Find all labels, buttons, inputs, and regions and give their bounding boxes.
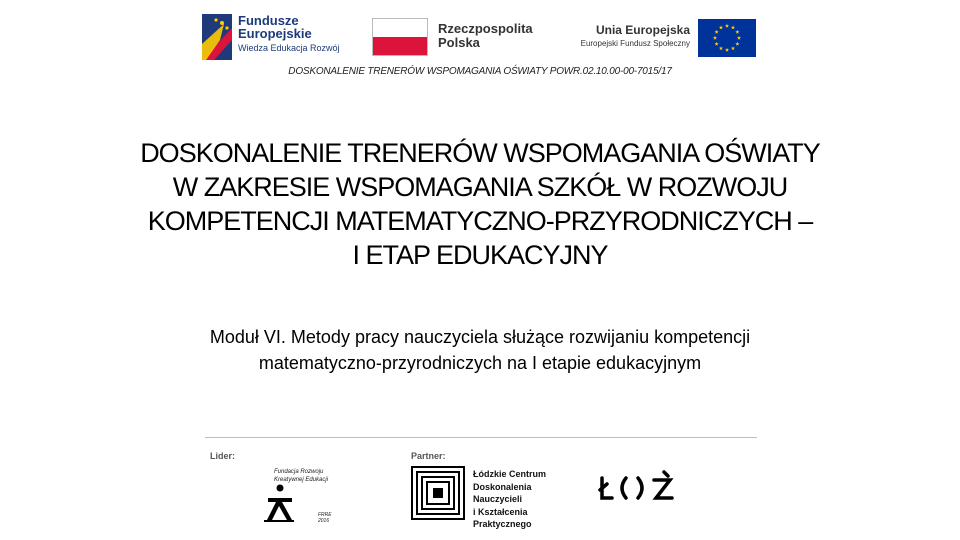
title-line-3: KOMPETENCJI MATEMATYCZNO-PRZYRODNICZYCH – bbox=[147, 206, 813, 236]
subtitle-line-2: matematyczno-przyrodniczych na I etapie edukacyjnym bbox=[258, 353, 702, 373]
rzeczpospolita-line1: Rzeczpospolita bbox=[438, 21, 533, 36]
fundusze-europejskie-logo bbox=[200, 12, 360, 64]
logo-bar bbox=[200, 12, 760, 64]
fundacja-line2: Kreatywnej Edukacji bbox=[274, 477, 329, 483]
ldc-line1: Łódzkie Centrum bbox=[473, 469, 547, 479]
lodz-city-logo-icon bbox=[598, 470, 678, 506]
unia-sub: Europejski Fundusz Społeczny bbox=[580, 39, 690, 48]
fundusze-line2: Europejskie bbox=[238, 26, 312, 41]
rzeczpospolita-line2: Polska bbox=[438, 35, 480, 50]
eu-flag-icon bbox=[698, 19, 756, 57]
fundusze-line1: Fundusze bbox=[238, 13, 299, 28]
main-title bbox=[80, 136, 880, 272]
lider-label: Lider: bbox=[210, 451, 236, 461]
lodzkie-centrum-logo bbox=[411, 466, 571, 529]
partner-label: Partner: bbox=[411, 451, 446, 461]
unia-line1: Unia Europejska bbox=[595, 23, 690, 37]
subtitle-line-1: Moduł VI. Metody pracy nauczyciela służące rozwijaniu kompetencji bbox=[209, 327, 751, 347]
ldc-line3: i Kształcenia Praktycznego bbox=[473, 506, 532, 529]
ldc-line2: Doskonalenia Nauczycieli bbox=[473, 481, 532, 504]
fundacja-logo bbox=[262, 464, 342, 522]
fundacja-text bbox=[274, 468, 328, 484]
project-line: DOSKONALENIE TRENERÓW WSPOMAGANIA OŚWIATY POWR.02.10.00-00-7015/17 bbox=[288, 66, 672, 77]
fundusze-sub: Wiedza Edukacja Rozwój bbox=[238, 43, 340, 53]
concentric-squares-icon bbox=[411, 466, 465, 520]
running-figure-icon bbox=[262, 484, 298, 522]
fundusze-europejskie-mark-icon bbox=[202, 14, 232, 60]
title-line-1: DOSKONALENIE TRENERÓW WSPOMAGANIA OŚWIATY bbox=[140, 138, 820, 168]
title-line-4: I ETAP EDUKACYJNY bbox=[352, 240, 608, 270]
subtitle bbox=[80, 324, 880, 376]
fundacja-small: FRRE 2016 bbox=[318, 512, 332, 524]
fundacja-line1: Fundacja Rozwoju bbox=[274, 469, 324, 475]
unia-europejska-text bbox=[568, 24, 690, 50]
rzeczpospolita-polska-logo bbox=[372, 16, 542, 60]
footer-divider bbox=[205, 437, 757, 438]
lodzkie-centrum-text bbox=[473, 468, 571, 531]
fundusze-europejskie-text bbox=[238, 14, 340, 55]
polish-flag-icon bbox=[372, 18, 428, 56]
rzeczpospolita-text bbox=[438, 22, 533, 50]
title-line-2: W ZAKRESIE WSPOMAGANIA SZKÓŁ W ROZWOJU bbox=[172, 172, 788, 202]
unia-europejska-logo bbox=[568, 16, 760, 60]
